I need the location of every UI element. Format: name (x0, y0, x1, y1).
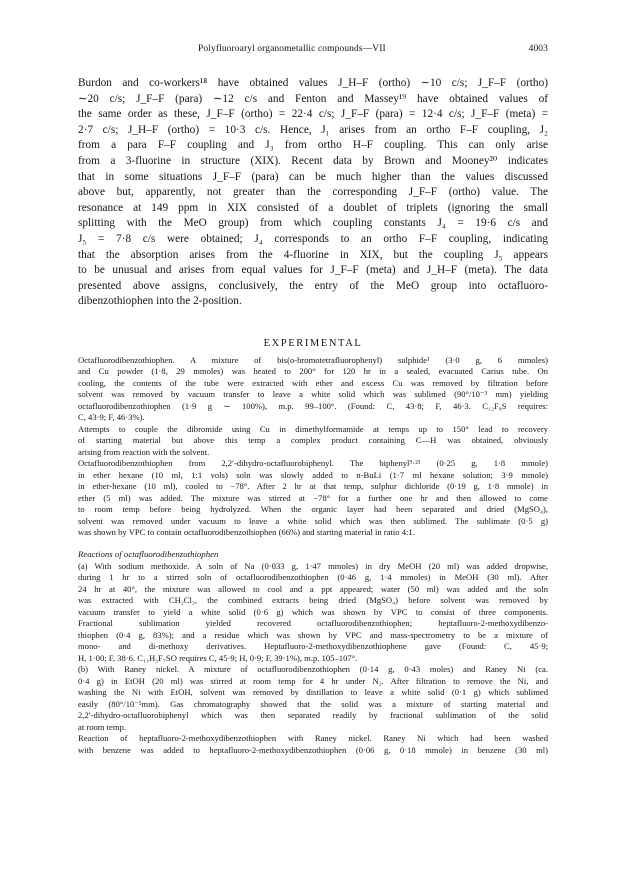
text-line: in ether-hexane (10 ml), cooled to −78°. After 2 hr at that temp, sulphur dichloride (0·19 g, 1·8 mmole) in (78, 481, 548, 492)
text-line: Octafluorodibenzothiophen from 2,2′-dihydro-octafluorobiphenyl. The biphenyl⁹·²¹ (0·25 g, 1·8 mmole) (78, 458, 548, 469)
text-line: splitting with the MeO group) from which coupling constants J₄ = 19·6 c/s and (78, 217, 548, 230)
text-line: solvent was removed under vacuum to leave a white solid which was then sublimed. The sublimate (0·5 g) (78, 515, 548, 526)
text-line: from a 3-fluorine in structure (XIX). Recent data by Brown and Mooney²⁰ indicates (78, 154, 548, 167)
text-line: 2,2′-dihydro-octafluorobiphenyl which was then separated readily by fractional sublimation of the solid (78, 710, 548, 721)
text-line: solvent was removed by vacuum transfer to leave a white solid which was sublimed (90°/10⁻³ mm) yielding (78, 389, 548, 400)
text-line: cooling, the contents of the tube were extracted with ether and excess Cu was removed by filtration before (78, 377, 548, 388)
discussion-paragraph (78, 76, 548, 310)
text-line: dibenzothiophen into the 2-position. (78, 295, 242, 308)
experimental-paragraph-3 (78, 458, 548, 539)
text-line: to room temp before being hydrolyzed. When the organic layer had been separated and dried (MgSO₄), (78, 504, 548, 515)
text-line: and Cu powder (1·8, 29 mmoles) was heated to 200° for 120 hr in a sealed, evacuated Carius tube. On (78, 366, 548, 377)
text-line: was shown by VPC to contain octafluorodibenzothiophen (66%) and starting material in ratio 4:1. (78, 527, 415, 538)
text-line: in ether hexane (10 ml, 1:1 vols) soln was slowly added to n-BuLi (1·7 ml hexane solution; 3·9 mmole) (78, 469, 548, 480)
text-line: ether (5 ml) was added. The mixture was stirred at −78° for a further one hr and then allowed to come (78, 492, 548, 503)
text-line: mono- and di-methoxy derivatives. Heptafluoro-2-methoxydibenzothiophene gave (Found: C, 45·9; (78, 641, 548, 652)
text-line: arising from reaction with the solvent. (78, 446, 210, 457)
text-line: the same order as these, J_F–F (ortho) = 22·4 c/s; J_F–F (para) = 12·4 c/s; J_F–F (meta) = (78, 108, 548, 121)
text-line: H, 1·00; F, 38·6. C₁₃H₃F₇SO requires C, 45·9; H, 0·9; F, 39·1%), m.p. 105–107°. (78, 652, 358, 663)
text-line: vacuum transfer to yield a white solid (0·6 g) which was shown by VPC to consist of three components. (78, 606, 548, 617)
text-line: (b) With Raney nickel. A mixture of octafluorodibenzothiophen (0·14 g, 0·43 moles) and Raney Ni (ca. (78, 664, 548, 675)
text-line: easily (80°/10⁻²mm). Gas chromatography showed that the solid was a mixture of starting material and (78, 698, 548, 709)
section-heading: EXPERIMENTAL (263, 337, 363, 349)
text-line: Octafluorodibenzothiophen. A mixture of bis(o-bromotetrafluorophenyl) sulphide¹ (3·0 g, 6 mmoles) (78, 354, 548, 365)
text-line: ∼20 c/s; J_F–F (para) ∼12 c/s and Fenton and Massey¹⁹ have obtained values of (78, 92, 548, 105)
text-line: with benzene was added to heptafluoro-2-methoxydibenzothiophen (0·06 g, 0·18 mmole) in benzene (30 ml) (78, 744, 548, 755)
running-title: Polyfluoroaryl organometallic compounds—VII (198, 44, 386, 54)
text-line: that the absorption arises from the 4-fluorine in XIX, but the coupling J₅ appears (78, 248, 548, 261)
text-line: 0·4 g) in EtOH (20 ml) was stirred at room temp for 4 hr under N₂. After filtration to remove the Ni, and (78, 675, 548, 686)
text-line: of starting material but above this temp a complex product containing C—H was obtained, obviously (78, 435, 548, 446)
text-line: Reaction of heptafluoro-2-methoxydibenzothiophen with Raney nickel. Raney Ni which had been washed (78, 733, 548, 744)
text-line: that in some situations J_F–F (para) can be much higher than the values discussed (78, 170, 548, 183)
text-line: 2·7 c/s; J_H–F (ortho) = 10·3 c/s. Hence, J₁ arises from an ortho F–F coupling, J₂ (78, 123, 548, 136)
text-line: C, 43·9; F, 46·3%). (78, 412, 145, 423)
text-line: washing the Ni with EtOH, solvent was removed by distillation to leave a white solid (0·1 g) which sublimed (78, 687, 548, 698)
text-line: during 1 hr to a stirred soln of octafluorodibenzothiophen (0·46 g, 1·4 mmoles) in MeOH (30 ml). After (78, 572, 548, 583)
experimental-paragraph-2 (78, 424, 548, 459)
experimental-paragraph-4 (78, 561, 548, 665)
text-line: at room temp. (78, 721, 126, 732)
text-line: octafluorodibenzothiophen (1·9 g ∼ 100%), m.p. 99–100°. (Found: C, 43·8; F, 46·3. C₁₂F₈S requires: (78, 400, 548, 411)
experimental-paragraph-5 (78, 664, 548, 733)
text-line: 24 hr at 40°, the mixture was allowed to cool and a ppt appeared; water (50 ml) was added and the soln (78, 583, 548, 594)
experimental-paragraph-6 (78, 733, 548, 756)
running-header (198, 44, 548, 54)
text-line: Attempts to couple the dibromide using Cu in dimethylformamide at temps up to 150° lead to recovery (78, 423, 548, 434)
text-line: Burdon and co-workers¹⁸ have obtained values J_H–F (ortho) ∼10 c/s; J_F–F (ortho) (78, 77, 548, 89)
journal-page (78, 44, 548, 756)
subsection-heading: Reactions of octafluorodibenzothiophen (78, 548, 219, 559)
text-line: presented above assigns, conclusively, the entry of the MeO group into octafluoro- (78, 279, 548, 292)
text-line: (a) With sodium methoxide. A soln of Na (0·033 g, 1·47 mmoles) in dry MeOH (20 ml) was added dropwise, (78, 560, 548, 571)
text-line: J₅ = 7·8 c/s were obtained; J₄ corresponds to an ortho F–F coupling, indicating (78, 232, 548, 245)
text-line: above but, apparently, not greater than the corresponding J_F–F (ortho) value. The (78, 186, 548, 199)
text-line: thiophen (0·4 g, 83%); and a residue which was shown by VPC and mass-spectrometry to be a mixture of (78, 629, 548, 640)
experimental-paragraph-1 (78, 355, 548, 424)
text-line: to be unusual and arises from equal values for J_F–F (meta) and J_H–F (meta). The data (78, 264, 548, 277)
text-line: Fractional sublimation yielded recovered octafluorodibenzothiophen; heptafluoro-2-methoxydibenzo- (78, 618, 548, 629)
page-number: 4003 (528, 44, 548, 54)
text-line: was extracted with CH₂Cl₂, the combined extracts being dried (MgSO₄) before solvent was removed by (78, 595, 548, 606)
text-line: resonance at 149 ppm in XIX consisted of a doublet of triplets (ignoring the small (78, 201, 548, 214)
text-line: from a para F–F coupling and J₃ from ortho H–F coupling. This can only arise (78, 139, 548, 152)
